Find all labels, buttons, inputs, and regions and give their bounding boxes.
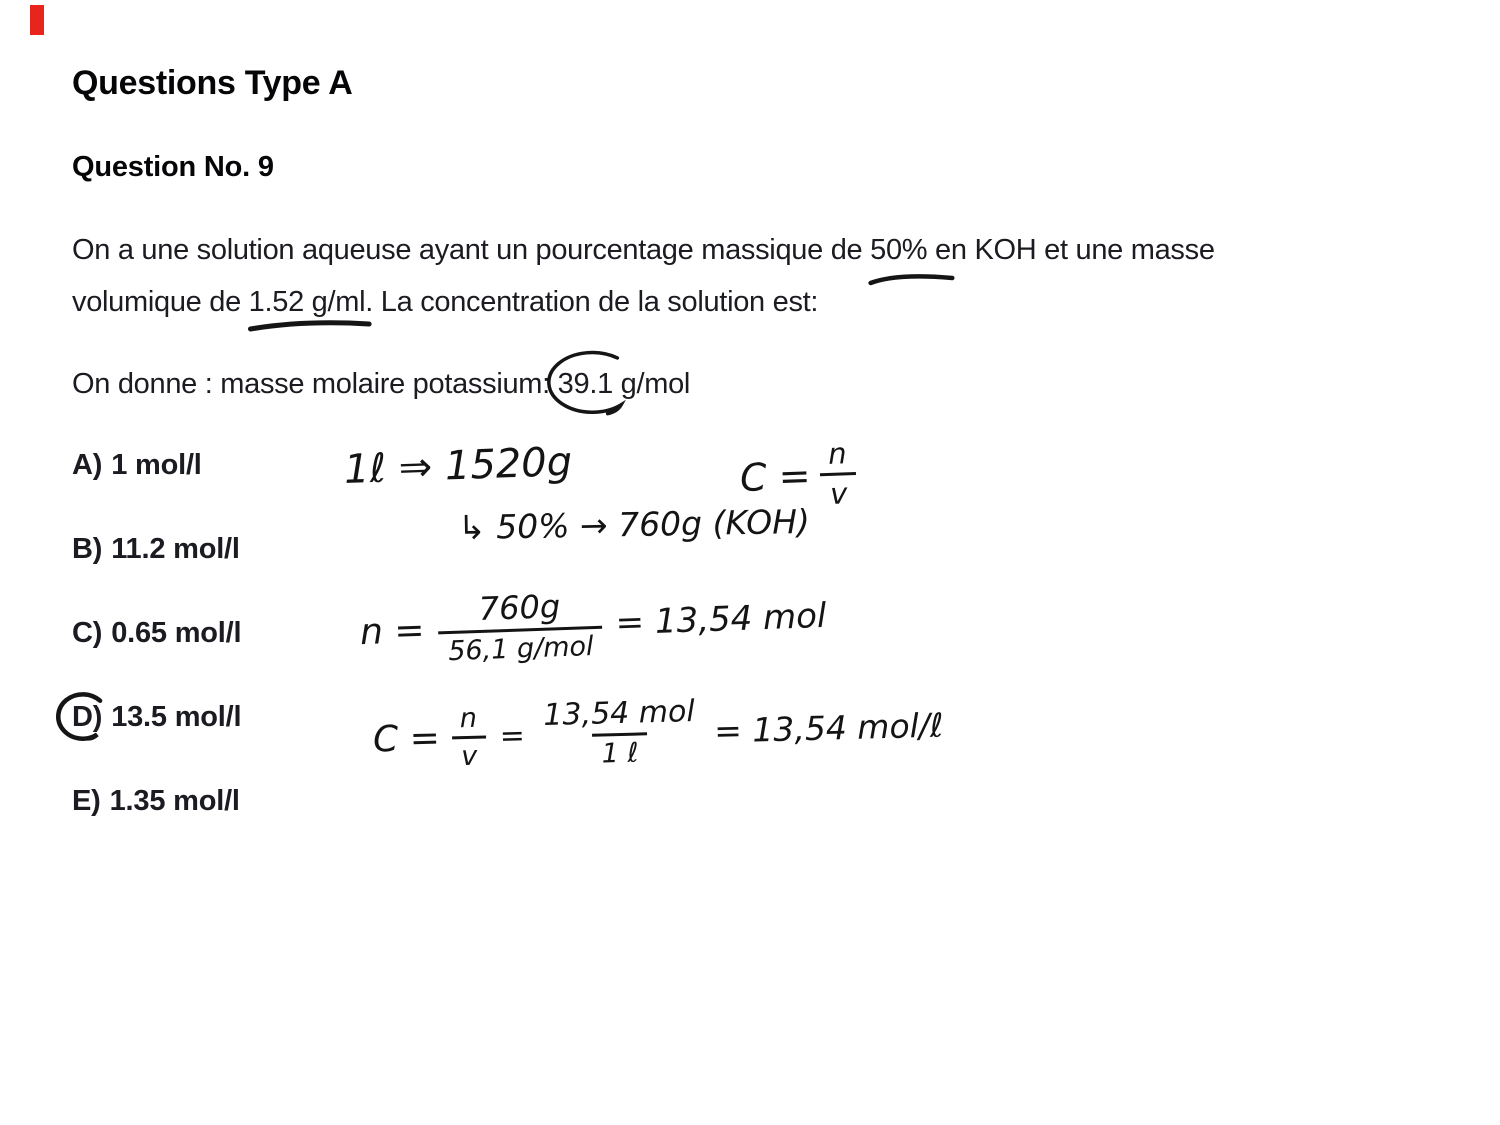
option-e-label: E)	[72, 785, 101, 817]
hw-work2-nv-denominator: v	[452, 735, 487, 771]
hand-underline-50-icon	[868, 270, 955, 286]
underlined-density-text: 1.52 g/ml	[248, 286, 366, 318]
hw-cv-lhs: C =	[739, 453, 812, 500]
statement-line2-post: . La concentration de la solution est:	[365, 286, 819, 318]
statement-line1-pre: On a une solution aqueuse ayant un pourcentage massique de	[72, 234, 871, 266]
hw-work1-fraction	[437, 588, 603, 666]
option-b-label: B)	[72, 533, 103, 565]
handwriting-volume-mass: 1ℓ ⇒ 1520g	[343, 439, 573, 493]
handwriting-moles-calc	[359, 580, 828, 669]
option-e-text: 1.35 mol/l	[109, 785, 240, 817]
option-d	[72, 701, 241, 734]
given-post: g/mol	[612, 368, 691, 400]
hw-work2-equals: =	[499, 718, 526, 754]
underlined-density	[249, 286, 366, 319]
hw-work1-denominator: 56,1 g/mol	[439, 625, 603, 666]
question-heading: Question No. 9	[72, 151, 274, 183]
underlined-50-percent	[870, 234, 927, 267]
option-a-label: A)	[72, 449, 103, 481]
option-e	[72, 785, 240, 818]
statement-line1-post: en KOH et une masse	[927, 234, 1215, 266]
section-heading: Questions Type A	[72, 64, 353, 102]
hw-work2-result: = 13,54 mol/ℓ	[713, 705, 944, 751]
underlined-50-percent-text: 50%	[870, 234, 928, 266]
option-b	[72, 533, 240, 566]
hw-cv-denominator: v	[820, 472, 856, 511]
handwriting-concentration-calc	[372, 690, 944, 775]
hw-cv-numerator: n	[827, 436, 848, 471]
statement-line-2	[72, 286, 818, 319]
hw-work2-fraction-values	[538, 696, 701, 771]
hw-work1-result: = 13,54 mol	[614, 596, 828, 644]
option-a-text: 1 mol/l	[111, 449, 202, 481]
given-line	[72, 368, 690, 401]
given-pre: On donne : masse molaire potassium:	[72, 368, 558, 400]
handwriting-percent-mass: ↳ 50% → 760g (KOH)	[457, 501, 811, 548]
hw-work1-numerator: 760g	[478, 587, 561, 628]
option-b-text: 11.2 mol/l	[111, 533, 240, 565]
hand-underline-density-icon	[248, 317, 372, 332]
hw-work2-lhs: C =	[372, 717, 441, 761]
option-d-text: 13.5 mol/l	[111, 701, 242, 733]
option-c-label: C)	[72, 617, 103, 649]
hw-work2-values-denominator: 1 ℓ	[592, 733, 648, 770]
hw-work2-nv-numerator: n	[459, 702, 478, 734]
circled-molar-mass-text: 39.1	[557, 368, 613, 400]
hw-work1-lhs: n =	[359, 609, 426, 653]
option-c	[72, 617, 241, 650]
statement-line-1	[72, 234, 1215, 267]
red-marker	[30, 5, 44, 35]
statement-line2-pre: volumique de	[72, 286, 249, 318]
hw-work2-fraction-nv	[451, 703, 487, 771]
option-d-label: D)	[72, 701, 103, 733]
option-d-label-wrap	[72, 701, 102, 734]
option-c-text: 0.65 mol/l	[111, 617, 242, 649]
circled-molar-mass	[558, 368, 613, 401]
option-a	[72, 449, 202, 482]
hw-cv-fraction	[819, 438, 857, 511]
hw-work2-values-numerator: 13,54 mol	[542, 694, 696, 733]
